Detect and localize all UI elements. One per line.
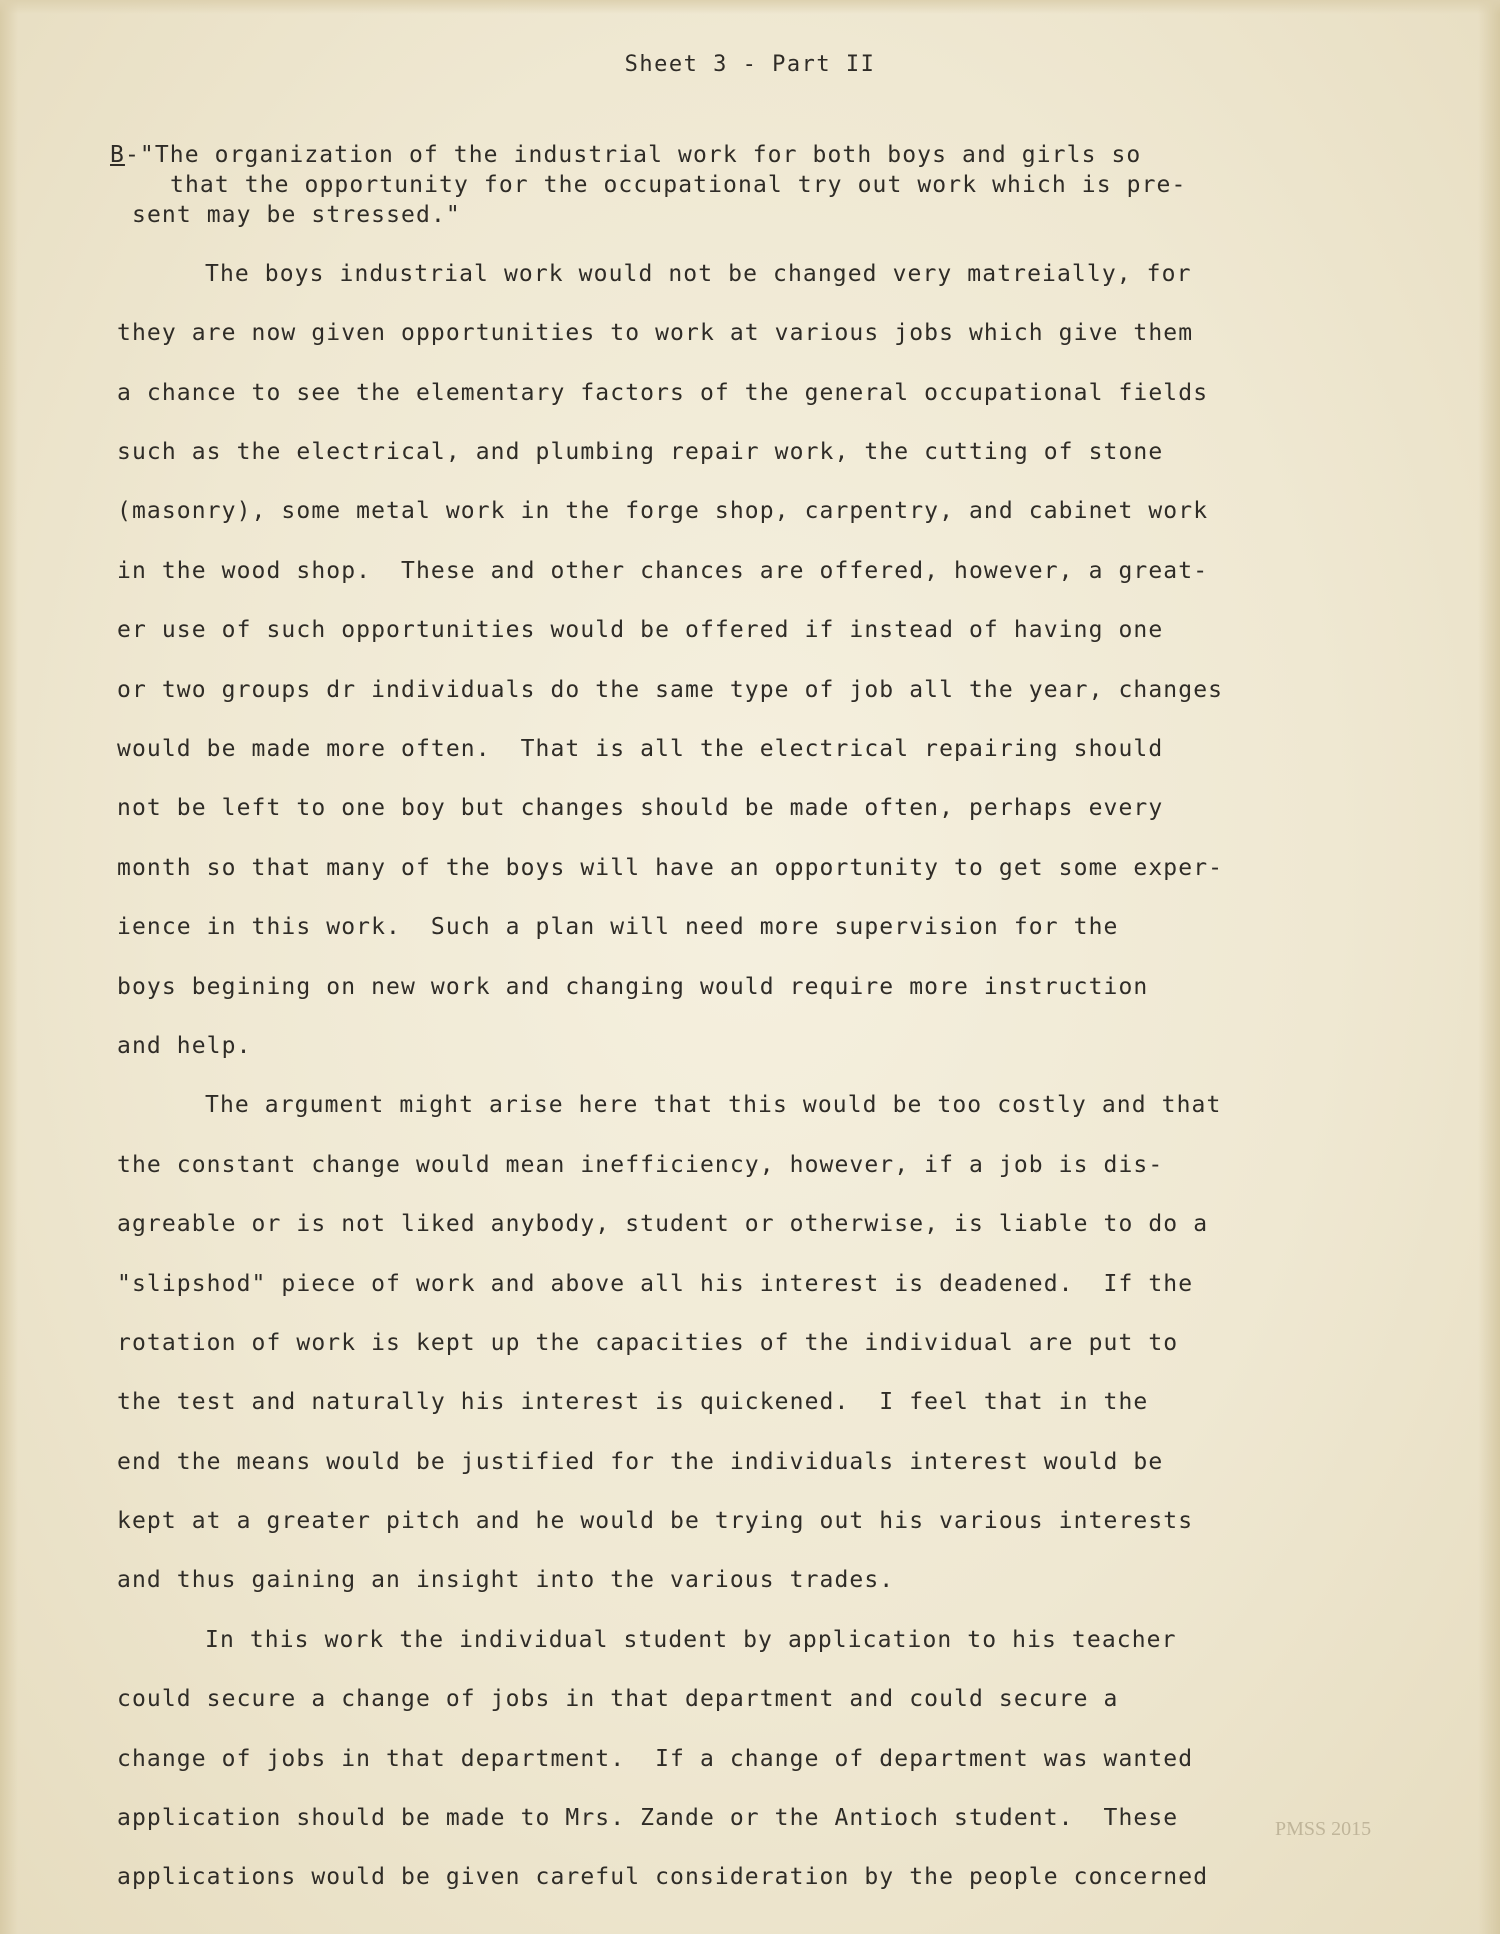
quote-line-1-text: -"The organization of the industrial work for both boys and girls so: [124, 142, 1142, 168]
body-line: In this work the individual student by application to his teacher: [205, 1627, 1177, 1653]
body-line: agreable or is not liked anybody, student or otherwise, is liable to do a: [117, 1211, 1209, 1237]
body-line: could secure a change of jobs in that department and could secure a: [117, 1686, 1119, 1712]
body-line: month so that many of the boys will have an opportunity to get some exper-: [117, 855, 1224, 881]
quote-line-3: sent may be stressed.": [132, 202, 461, 228]
page-header: Sheet 3 - Part II: [624, 52, 876, 77]
body-line: er use of such opportunities would be offered if instead of having one: [117, 617, 1164, 643]
paper-edge-left: [0, 0, 18, 1934]
body-line: would be made more often. That is all the electrical repairing should: [117, 736, 1164, 762]
body-line: the constant change would mean inefficiency, however, if a job is dis-: [117, 1152, 1164, 1178]
quote-line-2: that the opportunity for the occupational try out work which is pre-: [170, 172, 1187, 198]
body-line: a chance to see the elementary factors of the general occupational fields: [117, 380, 1209, 406]
section-letter: B: [110, 142, 125, 168]
body-line: in the wood shop. These and other chances are offered, however, a great-: [117, 558, 1209, 584]
body-line: rotation of work is kept up the capacities of the individual are put to: [117, 1330, 1179, 1356]
body-line: applications would be given careful consideration by the people concerned: [117, 1864, 1209, 1890]
body-line: or two groups dr individuals do the same type of job all the year, changes: [117, 677, 1224, 703]
body-line: boys begining on new work and changing would require more instruction: [117, 974, 1149, 1000]
body-line: and help.: [117, 1033, 252, 1059]
body-line: kept at a greater pitch and he would be trying out his various interests: [117, 1508, 1194, 1534]
body-line: The boys industrial work would not be changed very matreially, for: [205, 261, 1192, 287]
body-line: and thus gaining an insight into the various trades.: [117, 1567, 895, 1593]
body-line: application should be made to Mrs. Zande or the Antioch student. These: [117, 1805, 1179, 1831]
body-line: change of jobs in that department. If a change of department was wanted: [117, 1746, 1194, 1772]
body-line: end the means would be justified for the individuals interest would be: [117, 1449, 1164, 1475]
quote-line-1: [110, 140, 1141, 170]
body-line: ience in this work. Such a plan will need more supervision for the: [117, 914, 1119, 940]
body-line: not be left to one boy but changes should be made often, perhaps every: [117, 795, 1164, 821]
body-line: the test and naturally his interest is quickened. I feel that in the: [117, 1389, 1149, 1415]
paper-edge-right: [1478, 0, 1500, 1934]
archive-stamp: PMSS 2015: [1275, 1818, 1372, 1840]
body-line: (masonry), some metal work in the forge shop, carpentry, and cabinet work: [117, 498, 1209, 524]
paper-edge-top: [0, 0, 1500, 14]
body-line: such as the electrical, and plumbing repair work, the cutting of stone: [117, 439, 1164, 465]
body-line: "slipshod" piece of work and above all his interest is deadened. If the: [117, 1271, 1194, 1297]
body-line: they are now given opportunities to work at various jobs which give them: [117, 320, 1194, 346]
body-line: The argument might arise here that this would be too costly and that: [205, 1092, 1222, 1118]
